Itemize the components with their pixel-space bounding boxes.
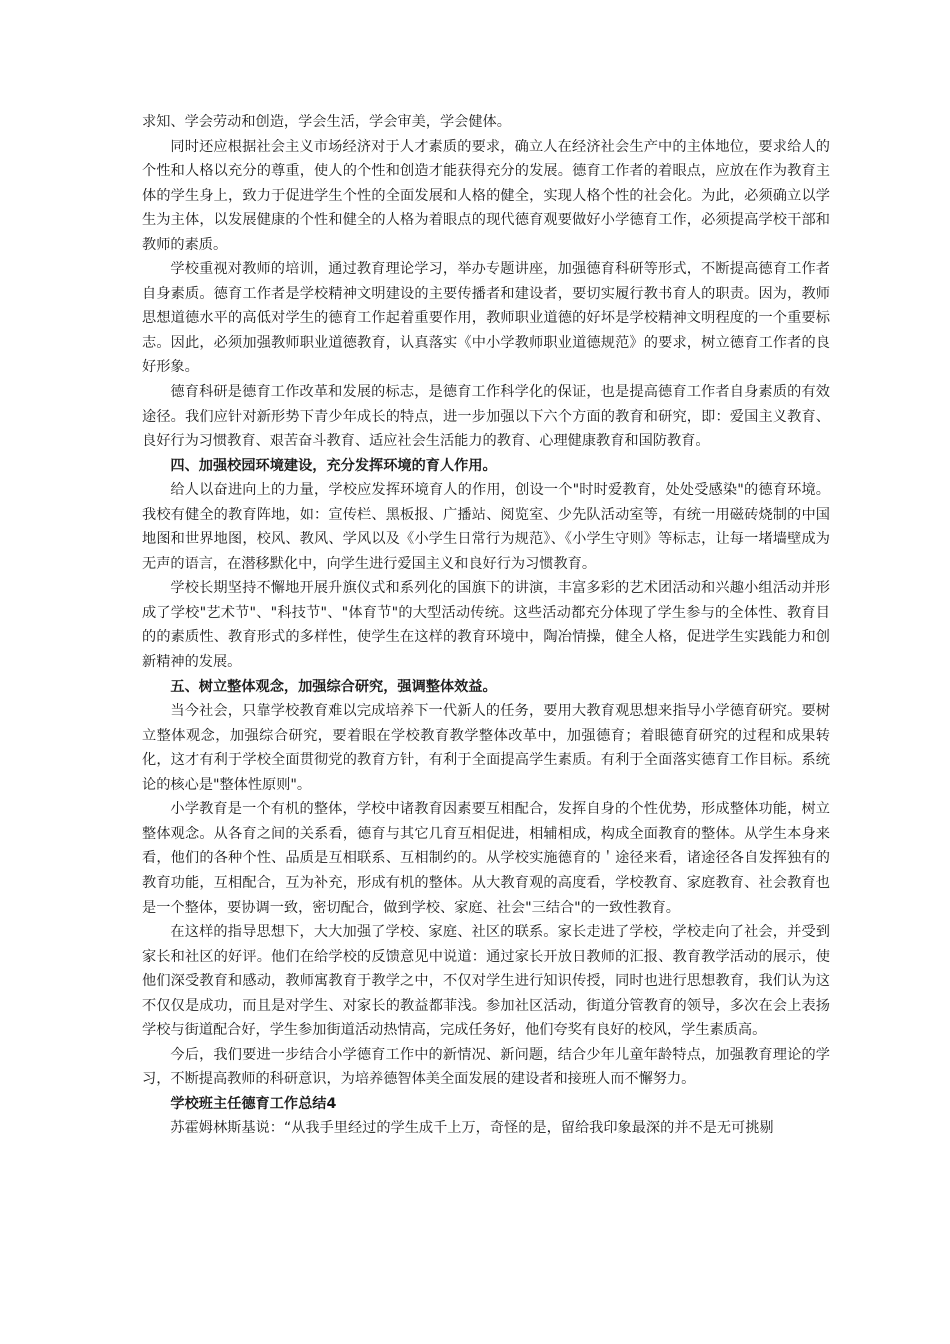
paragraph: 求知、学会劳动和创造，学会生活，学会审美，学会健体。 bbox=[142, 114, 511, 130]
paragraph: 在这样的指导思想下，大大加强了学校、家庭、社区的联系。家长走进了学校，学校走向了社会，并受到家长和社区的好评。他们在给学校的反馈意见中说道：通过家长开放日教师的汇报、教育教学活动的展示，使他们深受教育和感动，教师寓教育于教学之中，不仅对学生进行知识传授，同时也进行思想教育，我们认为这不仅仅是成功，而且是对学生、对家长的教益都菲浅。参加社区活动，街道分管教育的领导，多次在会上表扬学校与街道配合好，学生参加街道活动热情高，完成任务好，他们夸奖有良好的校风，学生素质高。 bbox=[142, 924, 830, 1039]
paragraph: 给人以奋进向上的力量，学校应发挥环境育人的作用，创设一个"时时爱教育，处处受感染"的德育环境。我校有健全的教育阵地，如：宣传栏、黑板报、广播站、阅览室、少先队活动室等，有统一用磁砖烧制的中国地图和世界地图，校风、教风、学风以及《小学生日常行为规范》、《小学生守则》等标志，让每一堵墙壁成为无声的语言，在潜移默化中，向学生进行爱国主义和良好行为习惯教育。 bbox=[142, 482, 830, 572]
paragraph: 学校长期坚持不懈地开展升旗仪式和系列化的国旗下的讲演，丰富多彩的艺术团活动和兴趣小组活动并形成了学校"艺术节"、"科技节"、"体育节"的大型活动传统。这些活动都充分体现了学生参与的全体性、教育目的的素质性、教育形式的多样性，使学生在这样的教育环境中，陶冶情操，健全人格，促进学生实践能力和创新精神的发展。 bbox=[142, 580, 830, 671]
paragraph: 德育科研是德育工作改革和发展的标志，是德育工作科学化的保证，也是提高德育工作者自身素质的有效途径。我们应针对新形势下青少年成长的特点，进一步加强以下六个方面的教育和研究，即：爱国主义教育、良好行为习惯教育、艰苦奋斗教育、适应社会生活能力的教育、心理健康教育和国防教育。 bbox=[142, 384, 830, 450]
paragraph: 学校重视对教师的培训，通过教育理论学习，举办专题讲座，加强德育科研等形式，不断提高德育工作者自身素质。德育工作者是学校精神文明建设的主要传播者和建设者，要切实履行教书育人的职责。因为，教师思想道德水平的高低对学生的德育工作起着重要作用，教师职业道德的好坏是学校精神文明程度的一个重要标志。因此，必须加强教师职业道德教育，认真落实《中小学教师职业道德规范》的要求，树立德育工作者的良好形象。 bbox=[142, 261, 830, 376]
paragraph: 同时还应根据社会主义市场经济对于人才素质的要求，确立人在经济社会生产中的主体地位，要求给人的个性和人格以充分的尊重，使人的个性和创造才能获得充分的发展。德育工作者的着眼点，应放在作为教育主体的学生身上，致力于促进学生个性的全面发展和人格的健全，实现人格个性的社会化。为此，必须确立以学生为主体，以发展健康的个性和健全的人格为着眼点的现代德育观要做好小学德育工作，必须提高学校干部和教师的素质。 bbox=[142, 138, 830, 253]
section-heading: 学校班主任德育工作总结4 bbox=[170, 1095, 337, 1112]
paragraph: 小学教育是一个有机的整体，学校中诸教育因素要互相配合，发挥自身的个性优势，形成整体功能，树立整体观念。从各育之间的关系看，德育与其它几育互相促进，相辅相成，构成全面教育的整体。从学生本身来看，他们的各种个性、品质是互相联系、互相制约的。从学校实施德育的＇途径来看，诸途径各自发挥独有的教育功能，互相配合，互为补充，形成有机的整体。从大教育观的高度看，学校教育、家庭教育、社会教育也是一个整体，要协调一致，密切配合，做到学校、家庭、社会"三结合"的一致性教育。 bbox=[142, 801, 830, 916]
section-heading: 四、加强校园环境建设，充分发挥环境的育人作用。 bbox=[170, 457, 497, 474]
paragraph: 今后，我们要进一步结合小学德育工作中的新情况、新问题，结合少年儿童年龄特点，加强教育理论的学习，不断提高教师的科研意识，为培养德智体美全面发展的建设者和接班人而不懈努力。 bbox=[142, 1046, 830, 1088]
paragraph: 苏霍姆林斯基说：“从我手里经过的学生成千上万，奇怪的是，留给我印象最深的并不是无可挑剔 bbox=[170, 1120, 774, 1137]
section-heading: 五、树立整体观念，加强综合研究，强调整体效益。 bbox=[170, 678, 497, 695]
paragraph: 当今社会，只靠学校教育难以完成培养下一代新人的任务，要用大教育观思想来指导小学德育研究。要树立整体观念，加强综合研究，要着眼在学校教育教学整体改革中，加强德育；着眼德育研究的过程和成果转化，这才有利于学校全面贯彻党的教育方针，有利于全面提高学生素质。有利于全面落实德育工作目标。系统论的核心是"整体性原则"。 bbox=[142, 703, 830, 793]
document-page bbox=[142, 110, 830, 1141]
